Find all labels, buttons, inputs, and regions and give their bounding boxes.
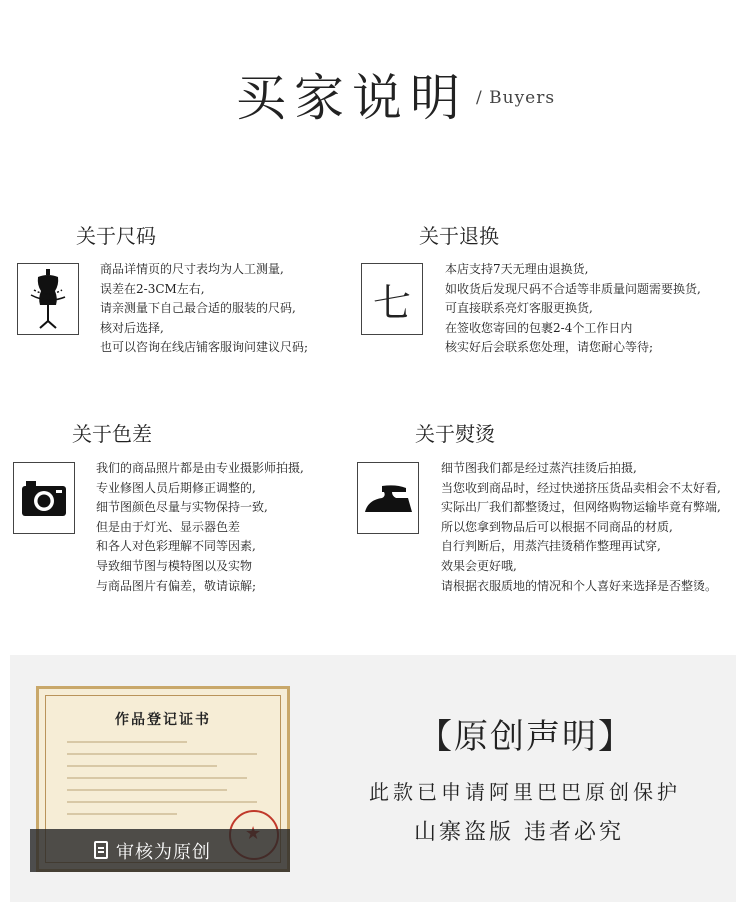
text-line: 我们的商品照片都是由专业摄影师拍摄, [96, 461, 304, 475]
section-size-text [100, 260, 308, 358]
page-header [0, 58, 746, 127]
declaration-line-2: 山寨盗版 违者必究 [414, 820, 624, 845]
text-line: 实际出厂我们都整烫过，但网络购物运输毕竟有弊端, [441, 500, 721, 515]
text-line: 效果会更好哦, [441, 558, 517, 573]
text-line: 专业修图人员后期修正调整的, [96, 480, 256, 495]
section-exchange-title: 关于退换 [419, 224, 499, 248]
text-line: 在签收您寄回的包裹2-4个工作日内 [445, 320, 633, 335]
certificate-line [67, 777, 247, 779]
seven-days-icon [361, 263, 423, 335]
certificate-title: 作品登记证书 [115, 712, 211, 728]
certificate-line [67, 753, 257, 755]
text-line: 细节图颜色尽量与实物保持一致, [96, 500, 268, 515]
declaration-line-1: 此款已申请阿里巴巴原创保护 [369, 780, 681, 804]
text-line: 和各人对色彩理解不同等因素, [96, 539, 256, 554]
mannequin-icon [17, 263, 79, 335]
declaration-title: 【原创声明】 [418, 717, 634, 757]
text-line: 请亲测量下自己最合适的服装的尺码, [100, 301, 296, 316]
original-review-banner [30, 829, 290, 872]
page-subtitle: / Buyers [476, 88, 556, 108]
original-review-label: 审核为原创 [116, 842, 211, 863]
page-title: 买家说明 [236, 69, 468, 127]
iron-icon [357, 462, 419, 534]
certificate-line [67, 789, 227, 791]
text-line: 本店支持7天无理由退换货, [445, 262, 589, 276]
text-line: 请根据衣服质地的情况和个人喜好来选择是否整烫。 [441, 578, 718, 593]
text-line: 如收货后发现尺码不合适等非质量问题需要换货, [445, 281, 701, 296]
certificate-line [67, 801, 257, 803]
section-color-text [96, 459, 304, 596]
section-ironing-title: 关于熨烫 [415, 422, 495, 446]
text-line: 但是由于灯光、显示器色差 [96, 519, 241, 534]
certificate-line [67, 741, 187, 743]
text-line: 自行判断后，用蒸汽挂烫稍作整理再试穿, [441, 539, 661, 554]
section-exchange-text [445, 260, 701, 358]
section-ironing-text [441, 459, 721, 596]
document-icon [94, 841, 108, 859]
text-line: 核实好后会联系您处理，请您耐心等待; [445, 340, 654, 355]
text-line: 商品详情页的尺寸表均为人工测量, [100, 262, 284, 276]
certificate-line [67, 765, 217, 767]
seven-days-char: 七 [372, 280, 411, 325]
text-line: 也可以咨询在线店铺客服询问建议尺码; [100, 340, 309, 355]
certificate-line [67, 813, 177, 815]
text-line: 当您收到商品时，经过快递挤压货品卖相会不太好看, [441, 480, 721, 495]
text-line: 所以您拿到物品后可以根据不同商品的材质, [441, 519, 673, 534]
text-line: 可直接联系亮灯客服更换货, [445, 301, 593, 316]
section-color-title: 关于色差 [72, 422, 152, 446]
camera-icon [13, 462, 75, 534]
text-line: 导致细节图与模特图以及实物 [96, 558, 253, 573]
text-line: 细节图我们都是经过蒸汽挂烫后拍摄, [441, 461, 637, 475]
text-line: 核对后选择, [100, 320, 164, 335]
text-line: 误差在2-3CM左右, [100, 281, 205, 296]
section-size-title: 关于尺码 [76, 224, 156, 248]
text-line: 与商品图片有偏差，敬请谅解; [96, 578, 257, 593]
